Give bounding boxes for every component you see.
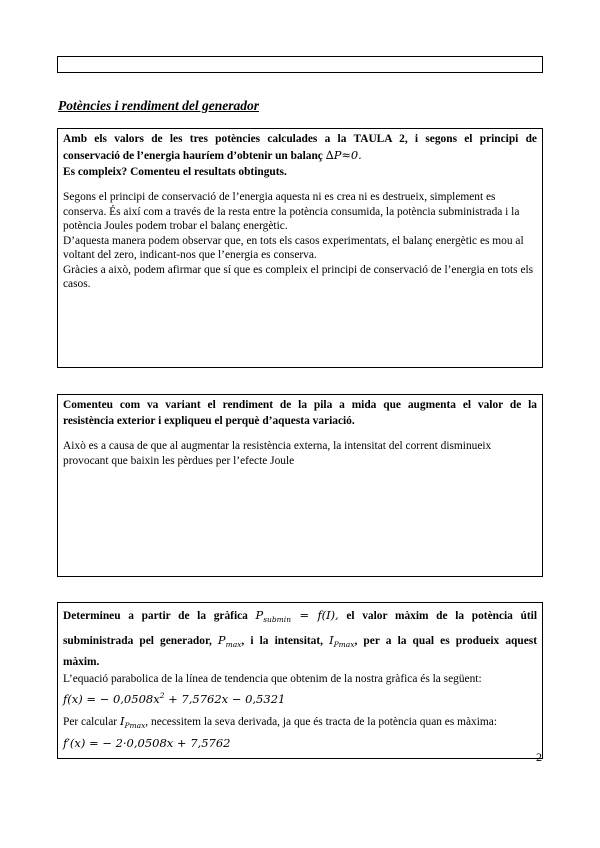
answer-1-paragraph: D’aquesta manera podem observar que, en tots els casos experimentats, el balanç energètic es mou al voltant del zero, indicant-nos que l’energia es conserva.: [63, 234, 524, 261]
question-2-line-1: Comenteu com va variant el rendiment de la pila a mida que augmenta el valor de la: [63, 399, 537, 411]
ipmax-symbol: $I_{Pmax}$: [329, 633, 355, 649]
top-answer-box: [57, 56, 543, 73]
answer-2: [63, 439, 537, 468]
question-1-text: [63, 131, 537, 180]
answer-1: [63, 190, 537, 292]
question-box-1: [57, 128, 543, 368]
pmax-symbol: $P_{max}$: [217, 633, 242, 649]
question-2-text: [63, 397, 537, 429]
answer-2-paragraph: Això es a causa de que al augmentar la resistència externa, la intensitat del corrent disminueix provocant que baixin les pèrdues per l’efecte Joule: [63, 440, 492, 467]
question-3-line-2: subministrada pel generador, $P_{max}$, i la intensitat, $I_{Pmax}$, per a la qual es produeix aquest: [63, 633, 537, 649]
question-3-text: [63, 605, 537, 670]
answer-3-derivative-text: Per calcular $I_{Pmax}$, necessitem la seva derivada, ja que és tracta de la potència quan es màxima:: [63, 714, 497, 731]
question-1-line-1: Amb els valors de les tres potències calculades a la TAULA 2, i segons el principi de: [63, 133, 537, 145]
page-number: 2: [536, 750, 542, 764]
psubmin-formula: $P_{submin} = f(I)$,: [255, 608, 339, 624]
answer-3: [63, 672, 537, 752]
section-title: Potències i rendiment del generador: [58, 98, 259, 113]
answer-1-paragraph: Segons el principi de conservació de l’energia aquesta ni es crea ni es destrueix, simplement es conserva. És així com a través de la resta entre la potència consumida, la potència subministrada i la potència Joules podem trobar el balanç energètic.: [63, 191, 520, 232]
equation-1: f(x) = − $0,0508x^2 + 7,5762x - 0,5321$: [63, 690, 286, 706]
question-box-2: [57, 394, 543, 577]
question-2-line-2: resistència exterior i expliqueu el perquè d’aquesta variació.: [63, 415, 355, 427]
question-1-line-3: Es compleix? Comenteu el resultats obtinguts.: [63, 166, 287, 178]
question-box-3: [57, 602, 543, 759]
question-3-line-3: màxim.: [63, 656, 100, 668]
answer-3-intro: L’equació parabolica de la línea de tendencia que obtenim de la nostra gràfica és la següent:: [63, 673, 482, 685]
question-3-line-1: Determineu a partir de la gràfica $P_{submin} = f(I)$, el valor màxim de la potència útil: [63, 608, 537, 624]
equation-2: f′(x) = − 2·0,0508x + 7,5762: [63, 735, 231, 750]
delta-p-formula: ∆P≈0.: [325, 148, 362, 162]
answer-1-paragraph: Gràcies a això, podem afirmar que sí que es compleix el principi de conservació de l’energia en tots els casos.: [63, 263, 534, 290]
question-1-line-2: conservació de l’energia hauríem d’obtenir un balanç ∆P≈0.: [63, 148, 362, 162]
